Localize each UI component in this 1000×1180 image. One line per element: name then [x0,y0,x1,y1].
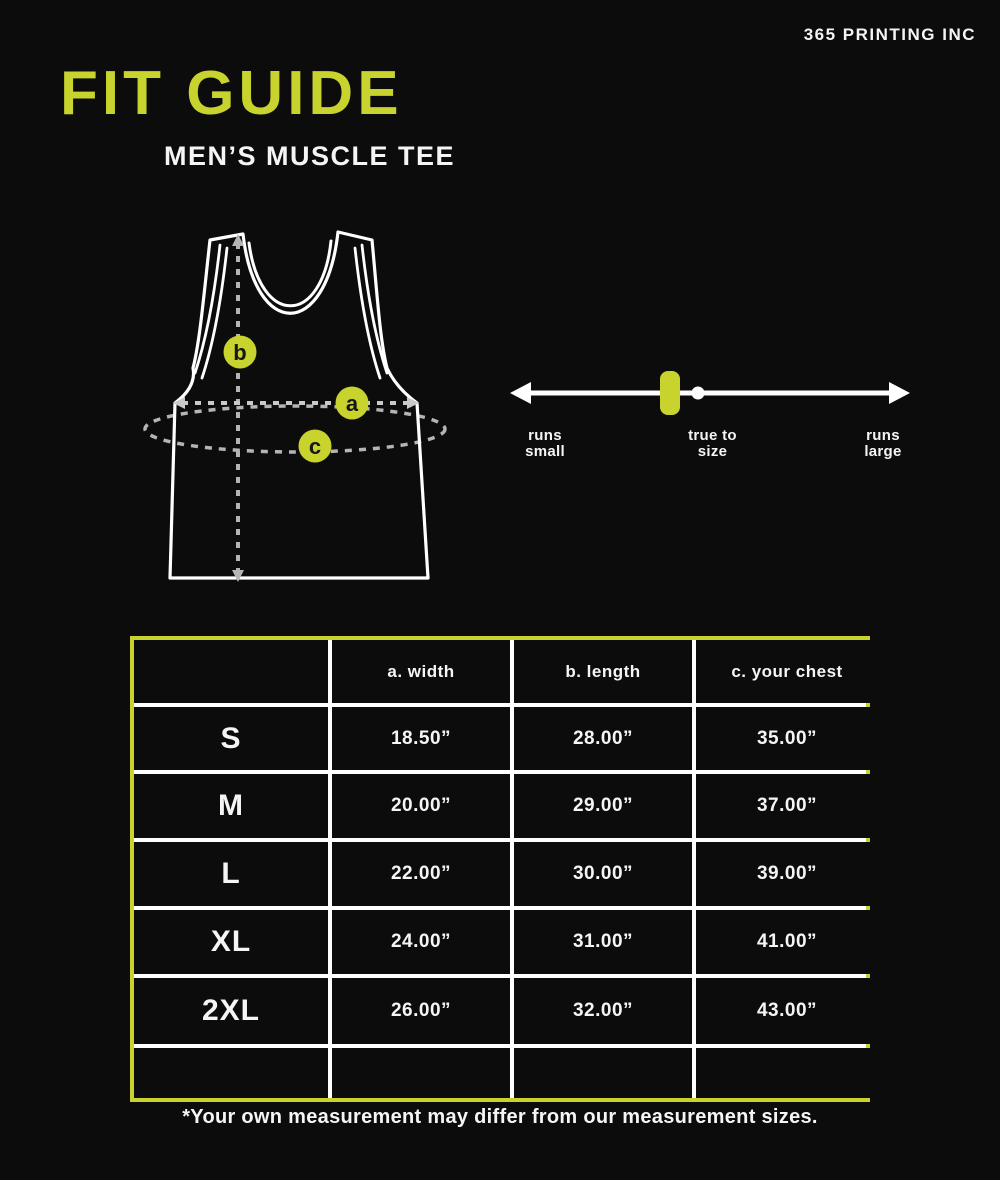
marker-a-label: a [345,391,359,416]
scale-arrow-right-icon [889,382,910,404]
empty-cell [332,1048,510,1098]
size-label: 2XL [134,978,328,1044]
page-title: FIT GUIDE [60,59,403,128]
marker-b-label: b [233,340,247,365]
armhole-right-inner [355,248,380,378]
width-value: 24.00” [332,910,510,974]
length-arrow-down-icon [232,570,244,582]
page-subtitle: MEN’S MUSCLE TEE [164,141,456,171]
chest-measure-ellipse [145,406,445,452]
measurement-footnote: *Your own measurement may differ from our measurement sizes. [182,1106,818,1128]
scale-label-true-to-size: true to size [688,427,737,461]
scale-arrow-left-icon [510,382,531,404]
marker-c [299,430,332,463]
chest-value: 39.00” [696,842,878,906]
width-value: 20.00” [332,774,510,838]
empty-cell [134,1048,328,1098]
scale-label-runs-large: runs large [864,427,902,461]
length-value: 32.00” [514,978,692,1044]
fit-scale-svg [505,358,915,428]
size-chart-table [130,636,870,1102]
header-length: b. length [514,640,692,703]
length-value: 28.00” [514,707,692,770]
size-label: M [134,774,328,838]
marker-a [336,387,369,420]
empty-cell [696,1048,878,1098]
scale-label-runs-small: runs small [525,427,565,461]
width-value: 18.50” [332,707,510,770]
fit-indicator-dot [692,387,705,400]
fit-indicator-pill [660,371,680,415]
muscle-tee-diagram [130,215,470,595]
brand-name: 365 PRINTING INC [803,25,976,44]
width-value: 26.00” [332,978,510,1044]
fit-scale [505,358,915,478]
header-chest: c. your chest [696,640,878,703]
chest-value: 43.00” [696,978,878,1044]
length-value: 30.00” [514,842,692,906]
size-label: L [134,842,328,906]
length-value: 31.00” [514,910,692,974]
chest-value: 37.00” [696,774,878,838]
empty-cell [514,1048,692,1098]
length-value: 29.00” [514,774,692,838]
header-corner-cell [134,640,328,703]
width-value: 22.00” [332,842,510,906]
marker-b [224,336,257,369]
size-label: XL [134,910,328,974]
chest-value: 41.00” [696,910,878,974]
header-width: a. width [332,640,510,703]
muscle-tee-illustration-svg [130,215,470,595]
marker-c-label: c [308,434,322,459]
chest-value: 35.00” [696,707,878,770]
size-label: S [134,707,328,770]
